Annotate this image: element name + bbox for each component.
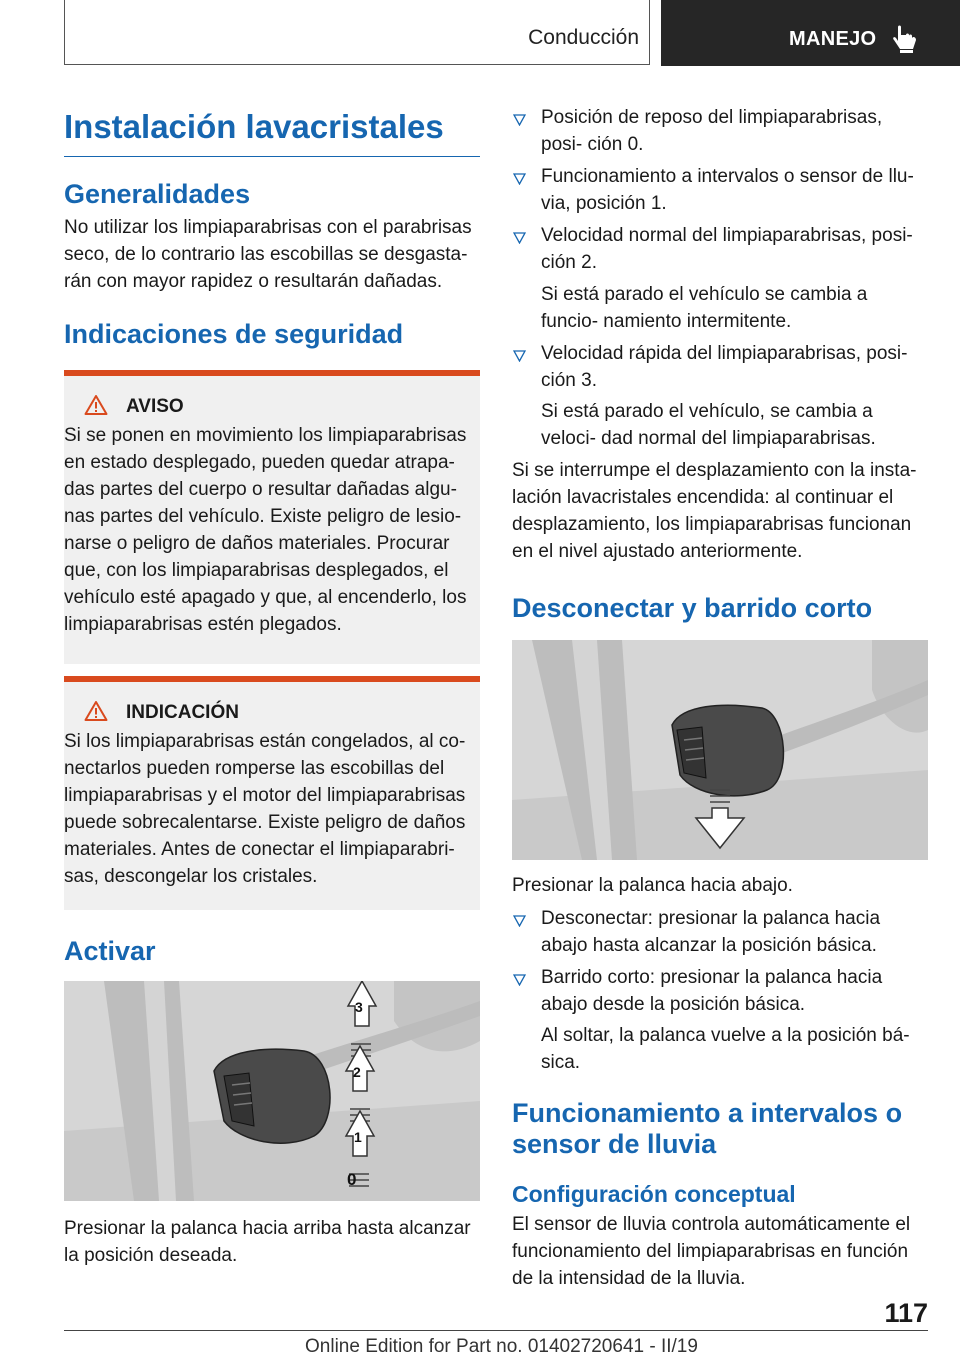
edition-text: Online Edition for Part no. 01402720641 - II/19: [305, 1336, 698, 1357]
interrupt-text: Si se interrumpe el desplazamiento con la insta- lación lavacristales encendida: al continuar el desplazamiento, los limpiaparabrisas funcionan en el nivel ajustado anteriormente.: [512, 460, 917, 562]
indicacion-label: INDICACIÓN: [126, 702, 239, 723]
list-item: Desconectar: presionar la palanca hacia abajo hasta alcanzar la posición básica.: [512, 905, 928, 959]
generalidades-text: No utilizar los limpiaparabrisas con el parabrisas seco, de lo contrario las escobillas se desgasta- rán con mayor rapidez o resultarán dañadas.: [64, 217, 472, 292]
list-item: Velocidad normal del limpiaparabrisas, posi- ción 2.: [512, 222, 928, 276]
heading-intervalos: Funcionamiento a intervalos o sensor de lluvia: [512, 1098, 903, 1159]
figure-label-1: 1: [354, 1129, 362, 1145]
aviso-header: [64, 394, 474, 420]
hand-pointer-icon: [893, 25, 919, 53]
triangle-bullet-icon: [513, 974, 526, 986]
section-title: Conducción: [528, 26, 639, 49]
position-3-note: Si está parado el vehículo, se cambia a veloci- dad normal del limpiaparabrisas.: [541, 401, 876, 449]
chapter-tab: [661, 0, 960, 66]
chapter-title: MANEJO: [789, 28, 877, 50]
warning-triangle-icon: [84, 700, 108, 722]
wiper-lever-down-figure: [512, 640, 928, 860]
aviso-box: [64, 370, 480, 664]
warning-triangle-icon: [84, 394, 108, 416]
activar-caption: Presionar la palanca hacia arriba hasta alcanzar la posición deseada.: [64, 1218, 471, 1266]
list-item: Barrido corto: presionar la palanca hacia abajo desde la posición básica.: [512, 964, 928, 1018]
heading-activar: Activar: [64, 936, 156, 966]
wiper-lever-up-figure: [64, 981, 480, 1201]
heading-desconectar: Desconectar y barrido corto: [512, 593, 873, 623]
figure-label-3: 3: [355, 999, 363, 1015]
aviso-text: Si se ponen en movimiento los limpiaparabrisas en estado desplegado, pueden quedar atrapa- das partes del cuerpo o resultar dañadas algu- nas partes del vehículo. Existe peligro de lesio- narse o peligro de daños materiales. Procurar que, con los limpiaparabrisas desplegados, el vehículo esté apagado y que, al encenderlo, los limpiaparabrisas estén plegados.: [64, 425, 467, 635]
intervalos-text: El sensor de lluvia controla automáticamente el funcionamiento del limpiaparabrisas en función de la intensidad de la lluvia.: [512, 1214, 911, 1289]
figure-label-0: 0: [347, 1170, 357, 1189]
heading-seguridad: Indicaciones de seguridad: [64, 319, 404, 349]
footer-rule: [64, 1330, 928, 1331]
list-item: Funcionamiento a intervalos o sensor de llu- via, posición 1.: [512, 163, 928, 217]
triangle-bullet-icon: [513, 173, 526, 185]
list-item: Posición de reposo del limpiaparabrisas, posi- ción 0.: [512, 104, 928, 158]
heading-configuracion: Configuración conceptual: [512, 1181, 796, 1207]
page-header: [64, 0, 960, 66]
aviso-label: AVISO: [126, 396, 184, 417]
indicacion-text: Si los limpiaparabrisas están congelados, al co- nectarlos pueden romperse las escobillas del limpiaparabrisas y el motor del limpiaparabrisas puede sobrecalentarse. Existe peligro de daños materiales. Antes de conectar el limpiaparabri- sas, descongelar los cristales.: [64, 731, 466, 887]
section-tab: [64, 0, 650, 65]
indicacion-box: [64, 676, 480, 910]
right-column: [512, 104, 928, 1292]
triangle-bullet-icon: [513, 350, 526, 362]
desconectar-list: [512, 905, 928, 1018]
triangle-bullet-icon: [513, 114, 526, 126]
desconectar-caption: Presionar la palanca hacia abajo.: [512, 875, 793, 896]
left-column: [64, 96, 480, 1269]
page-title: Instalación lavacristales: [64, 96, 480, 157]
indicacion-header: [64, 700, 474, 726]
barrido-note: Al soltar, la palanca vuelve a la posición bá- sica.: [541, 1025, 910, 1073]
triangle-bullet-icon: [513, 915, 526, 927]
list-item: Velocidad rápida del limpiaparabrisas, posi- ción 3.: [512, 340, 928, 394]
position-list: [512, 104, 928, 276]
figure-label-2: 2: [353, 1064, 361, 1080]
page-number: 117: [884, 1298, 928, 1328]
heading-generalidades: Generalidades: [64, 179, 251, 209]
triangle-bullet-icon: [513, 232, 526, 244]
position-2-note: Si está parado el vehículo se cambia a funcio- namiento intermitente.: [541, 284, 868, 332]
